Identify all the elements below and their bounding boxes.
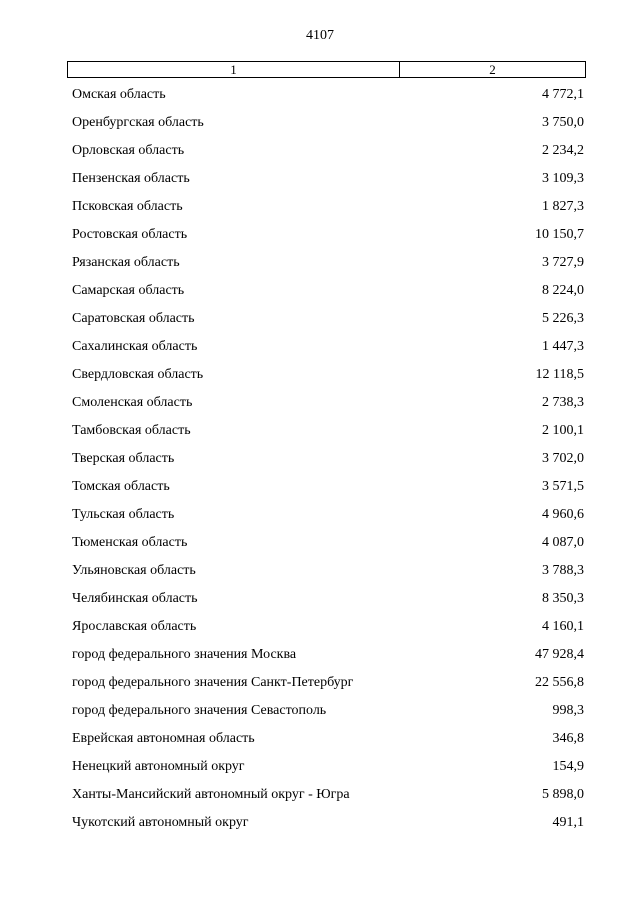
region-name: Рязанская область — [72, 255, 180, 270]
region-name: Омская область — [72, 87, 166, 102]
region-value: 3 750,0 — [542, 115, 584, 130]
table-row — [72, 389, 584, 417]
page-number: 4107 — [306, 28, 334, 43]
table-row — [72, 781, 584, 809]
table-row — [72, 529, 584, 557]
region-value: 12 118,5 — [535, 367, 584, 382]
table-row — [72, 333, 584, 361]
region-value: 1 447,3 — [542, 339, 584, 354]
table-row — [72, 501, 584, 529]
table-row — [72, 81, 584, 109]
region-value: 491,1 — [552, 815, 584, 830]
table-row — [72, 165, 584, 193]
region-name: Орловская область — [72, 143, 185, 158]
region-name: Тюменская область — [72, 535, 188, 550]
region-name: Смоленская область — [72, 395, 193, 410]
region-name: Тамбовская область — [72, 423, 191, 438]
region-value: 2 738,3 — [542, 395, 584, 410]
region-value: 1 827,3 — [542, 199, 584, 214]
region-value: 3 109,3 — [542, 171, 584, 186]
table-row — [72, 725, 584, 753]
region-value: 4 960,6 — [542, 507, 584, 522]
region-name: Челябинская область — [72, 591, 198, 606]
column-header-2: 2 — [489, 62, 496, 77]
table-row — [72, 809, 584, 837]
region-value: 2 234,2 — [542, 143, 584, 158]
region-value: 4 772,1 — [542, 87, 584, 102]
table-row — [72, 473, 584, 501]
region-value: 8 350,3 — [542, 591, 584, 606]
table-row — [72, 753, 584, 781]
region-value: 5 898,0 — [542, 787, 584, 802]
table-row — [72, 613, 584, 641]
region-value: 3 788,3 — [542, 563, 584, 578]
table-row — [72, 249, 584, 277]
table-row — [72, 585, 584, 613]
region-value: 4 160,1 — [542, 619, 584, 634]
region-value: 5 226,3 — [542, 311, 584, 326]
table-row — [72, 221, 584, 249]
region-value: 10 150,7 — [535, 227, 584, 242]
table-row — [72, 137, 584, 165]
table-row — [72, 305, 584, 333]
region-name: Томская область — [72, 479, 170, 494]
region-value: 154,9 — [552, 759, 584, 774]
region-value: 8 224,0 — [542, 283, 584, 298]
table-body — [72, 81, 584, 837]
table-column-header — [67, 61, 586, 78]
table-row — [72, 361, 584, 389]
region-name: Тульская область — [72, 507, 175, 522]
column-header-1: 1 — [68, 62, 400, 77]
region-name: Псковская область — [72, 199, 183, 214]
table-row — [72, 697, 584, 725]
table-row — [72, 193, 584, 221]
region-name: город федерального значения Севастополь — [72, 703, 327, 718]
region-name: Пензенская область — [72, 171, 190, 186]
region-value: 3 727,9 — [542, 255, 584, 270]
region-name: город федерального значения Москва — [72, 647, 297, 662]
region-name: Ханты-Мансийский автономный округ - Югра — [72, 787, 350, 802]
region-value: 998,3 — [552, 703, 584, 718]
region-value: 4 087,0 — [542, 535, 584, 550]
region-name: Оренбургская область — [72, 115, 204, 130]
table-row — [72, 417, 584, 445]
region-value: 3 702,0 — [542, 451, 584, 466]
region-name: Саратовская область — [72, 311, 195, 326]
table-row — [72, 669, 584, 697]
region-value: 47 928,4 — [535, 647, 584, 662]
region-name: город федерального значения Санкт-Петербург — [72, 675, 354, 690]
region-name: Ярославская область — [72, 619, 197, 634]
table-row — [72, 277, 584, 305]
region-name: Ростовская область — [72, 227, 188, 242]
region-value: 3 571,5 — [542, 479, 584, 494]
region-name: Тверская область — [72, 451, 175, 466]
table-row — [72, 557, 584, 585]
region-value: 346,8 — [552, 731, 584, 746]
region-value: 2 100,1 — [542, 423, 584, 438]
table-row — [72, 445, 584, 473]
region-value: 22 556,8 — [535, 675, 584, 690]
table-row — [72, 641, 584, 669]
region-name: Ульяновская область — [72, 563, 196, 578]
region-name: Самарская область — [72, 283, 185, 298]
region-name: Сахалинская область — [72, 339, 198, 354]
region-name: Чукотский автономный округ — [72, 815, 249, 830]
region-name: Ненецкий автономный округ — [72, 759, 245, 774]
region-name: Еврейская автономная область — [72, 731, 255, 746]
region-name: Свердловская область — [72, 367, 204, 382]
table-row — [72, 109, 584, 137]
